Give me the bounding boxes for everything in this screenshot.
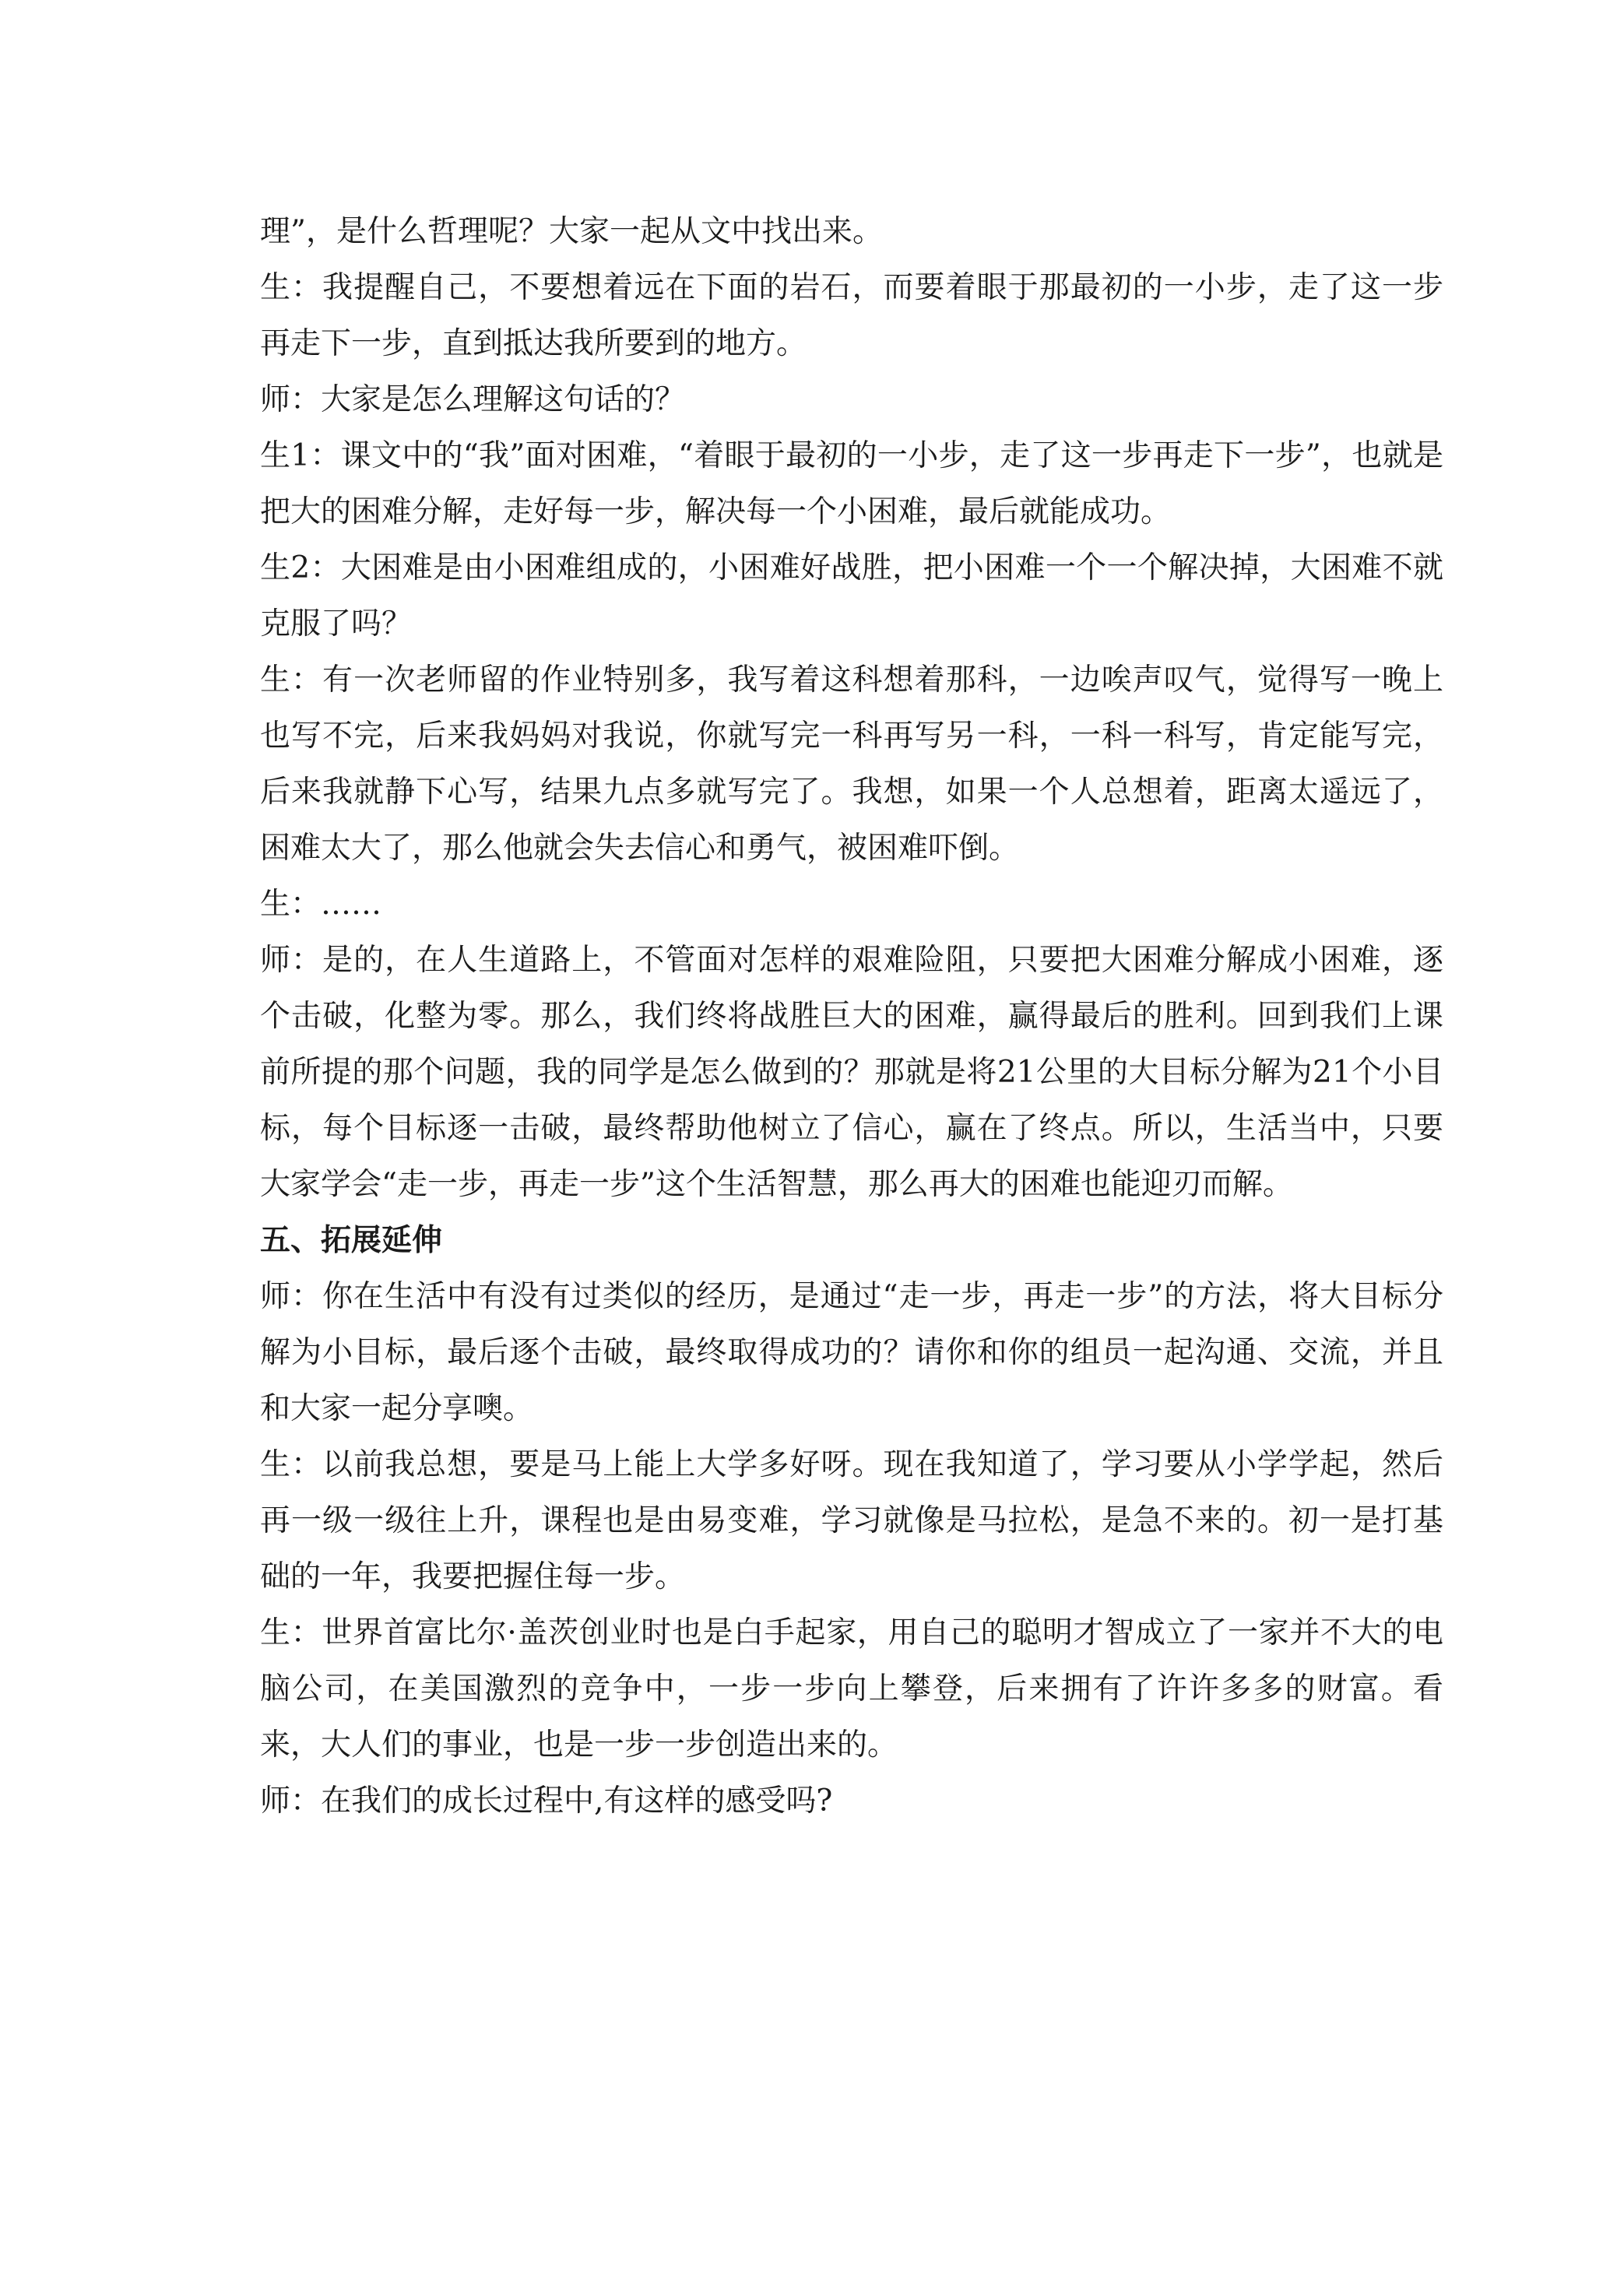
paragraph-4: 生1：课文中的“我”面对困难，“着眼于最初的一小步，走了这一步再走下一步”，也就是把大的困难分解，走好每一步，解决每一个小困难，最后就能成功。: [260, 438, 1443, 529]
section-heading: 五、拓展延伸: [260, 1223, 443, 1258]
document-body: [260, 204, 1443, 1829]
paragraph-11: 生：世界首富比尔·盖茨创业时也是白手起家，用自己的聪明才智成立了一家并不大的电脑公司，在美国激烈的竞争中，一步一步向上攀登，后来拥有了许许多多的财富。看来，大人们的事业，也是一步一步创造出来的。: [260, 1615, 1443, 1763]
paragraph-12: 师：在我们的成长过程中,有这样的感受吗?: [260, 1784, 833, 1819]
paragraph-10: 生：以前我总想，要是马上能上大学多好呀。现在我知道了，学习要从小学学起，然后再一级一级往上升，课程也是由易变难，学习就像是马拉松，是急不来的。初一是打基础的一年，我要把握住每一步。: [260, 1447, 1443, 1594]
paragraph-7: 生：……: [260, 887, 382, 922]
paragraph-5: 生2：大困难是由小困难组成的，小困难好战胜，把小困难一个一个解决掉，大困难不就克服了吗？: [260, 550, 1443, 641]
paragraph-8: 师：是的，在人生道路上，不管面对怎样的艰难险阻，只要把大困难分解成小困难，逐个击破，化整为零。那么，我们终将战胜巨大的困难，赢得最后的胜利。回到我们上课前所提的那个问题，我的同学是怎么做到的？那就是将21公里的大目标分解为21个小目标，每个目标逐一击破，最终帮助他树立了信心，赢在了终点。所以，生活当中，只要大家学会“走一步，再走一步”这个生活智慧，那么再大的困难也能迎刃而解。: [260, 943, 1443, 1202]
paragraph-6: 生：有一次老师留的作业特别多，我写着这科想着那科，一边唉声叹气，觉得写一晚上也写不完，后来我妈妈对我说，你就写完一科再写另一科，一科一科写，肯定能写完，后来我就静下心写，结果九点多就写完了。我想，如果一个人总想着，距离太遥远了，困难太大了，那么他就会失去信心和勇气，被困难吓倒。: [260, 662, 1443, 866]
paragraph-2: 生：我提醒自己，不要想着远在下面的岩石，而要着眼于那最初的一小步，走了这一步再走下一步，直到抵达我所要到的地方。: [260, 270, 1443, 361]
paragraph-1: 理”，是什么哲理呢？大家一起从文中找出来。: [260, 214, 883, 249]
paragraph-9: 师：你在生活中有没有过类似的经历，是通过“走一步，再走一步”的方法，将大目标分解为小目标，最后逐个击破，最终取得成功的？请你和你的组员一起沟通、交流，并且和大家一起分享噢。: [260, 1279, 1443, 1426]
paragraph-3: 师：大家是怎么理解这句话的？: [260, 382, 686, 417]
